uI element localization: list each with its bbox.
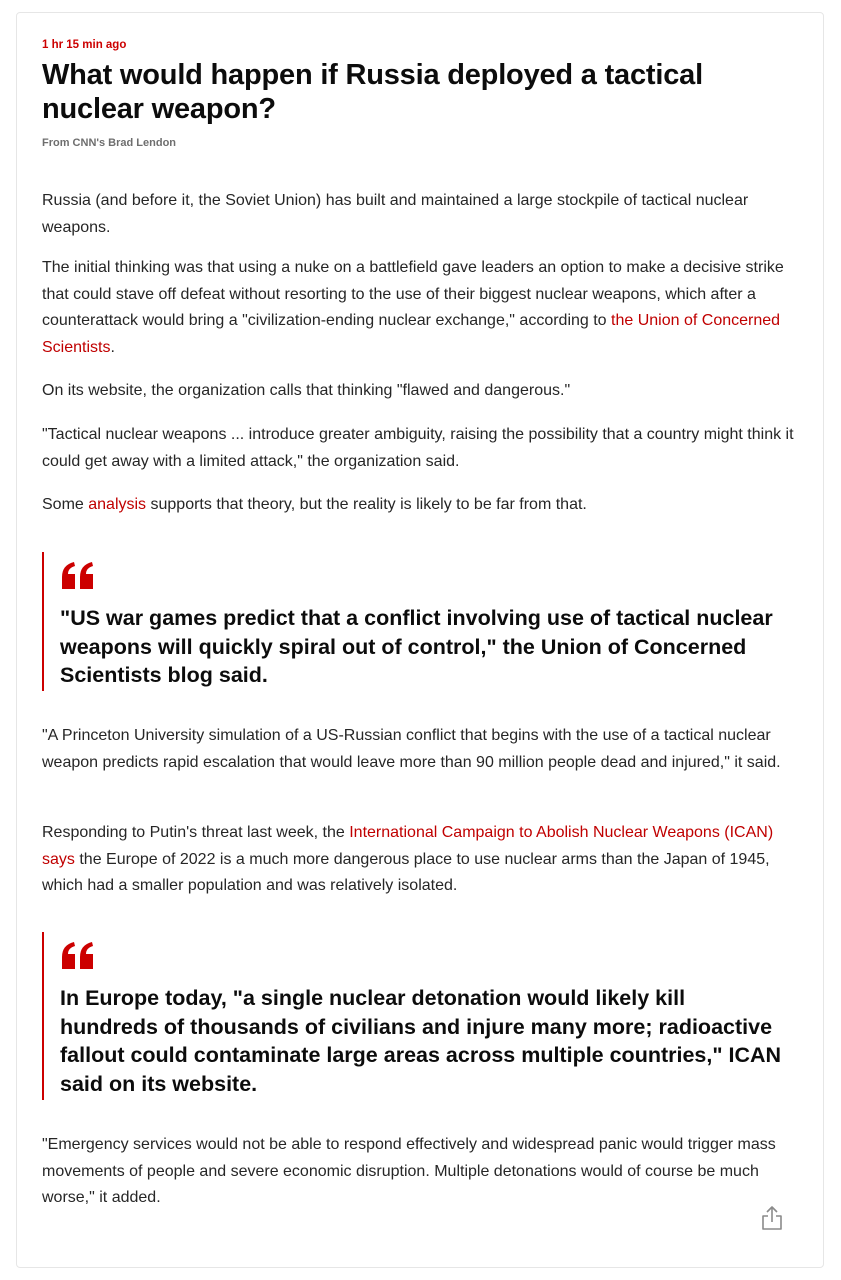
pull-quote-2 (42, 932, 787, 1100)
paragraph-6: "A Princeton University simulation of a US-Russian conflict that begins with the use of a tactical nuclear weapon predicts rapid escalation that would leave more than 90 million people dead and injured," it said. (42, 727, 781, 771)
pull-quote-1-text: "US war games predict that a conflict involving use of tactical nuclear weapons will quickly spiral out of control," the Union of Concerned Scientists blog said. (60, 606, 773, 687)
quote-icon (60, 942, 98, 970)
paragraph-3: On its website, the organization calls that thinking "flawed and dangerous." (42, 382, 571, 399)
post-timestamp: 1 hr 15 min ago (42, 39, 127, 51)
paragraph-4: "Tactical nuclear weapons ... introduce greater ambiguity, raising the possibility that a country might think it could get away with a limited attack," the organization said. (42, 426, 794, 470)
paragraph-5-start: Some (42, 496, 89, 513)
paragraph-8: "Emergency services would not be able to respond effectively and widespread panic would trigger mass movements of people and severe economic disruption. Multiple detonations would of course be much worse," it added. (42, 1136, 776, 1206)
pull-quote-1 (42, 552, 787, 691)
share-icon[interactable] (760, 1205, 784, 1231)
paragraph-1: Russia (and before it, the Soviet Union) has built and maintained a large stockpile of tactical nuclear weapons. (42, 192, 749, 236)
quote-icon (60, 562, 98, 590)
paragraph-5-end: supports that theory, but the reality is likely to be far from that. (146, 496, 587, 513)
paragraph-7-end: the Europe of 2022 is a much more dangerous place to use nuclear arms than the Japan of 1945, which had a smaller population and was relatively isolated. (42, 850, 770, 894)
paragraph-7-start: Responding to Putin's threat last week, the (42, 824, 350, 841)
analysis-link[interactable]: analysis (88, 496, 147, 513)
post-byline: From CNN's Brad Lendon (42, 137, 177, 149)
says-link[interactable]: says (42, 850, 75, 868)
post-headline: What would happen if Russia deployed a tactical nuclear weapon? (42, 59, 703, 125)
post-content (42, 37, 807, 1206)
paragraph-2-end: . (110, 338, 115, 356)
post-card (16, 12, 824, 1268)
paragraph-2-text: The initial thinking was that using a nuke on a battlefield gave leaders an option to make a decisive strike that could stave off defeat without resorting to the use of their biggest nuclear weapons, which after a counterattack would bring a "civilization-ending nuclear exchange," according to (42, 259, 784, 329)
ican-link[interactable]: International Campaign to Abolish Nuclear Weapons (ICAN) (349, 824, 774, 841)
pull-quote-2-text: In Europe today, "a single nuclear detonation would likely kill hundreds of thousands of civilians and injure many more; radioactive fallout could contaminate large areas across multiple countries," ICAN said on its website. (60, 986, 782, 1096)
ucs-link[interactable]: the Union of Concerned Scientists (42, 312, 781, 356)
paragraph-5 (42, 492, 807, 519)
paragraph-7 (42, 820, 807, 900)
paragraph-2 (42, 255, 807, 361)
